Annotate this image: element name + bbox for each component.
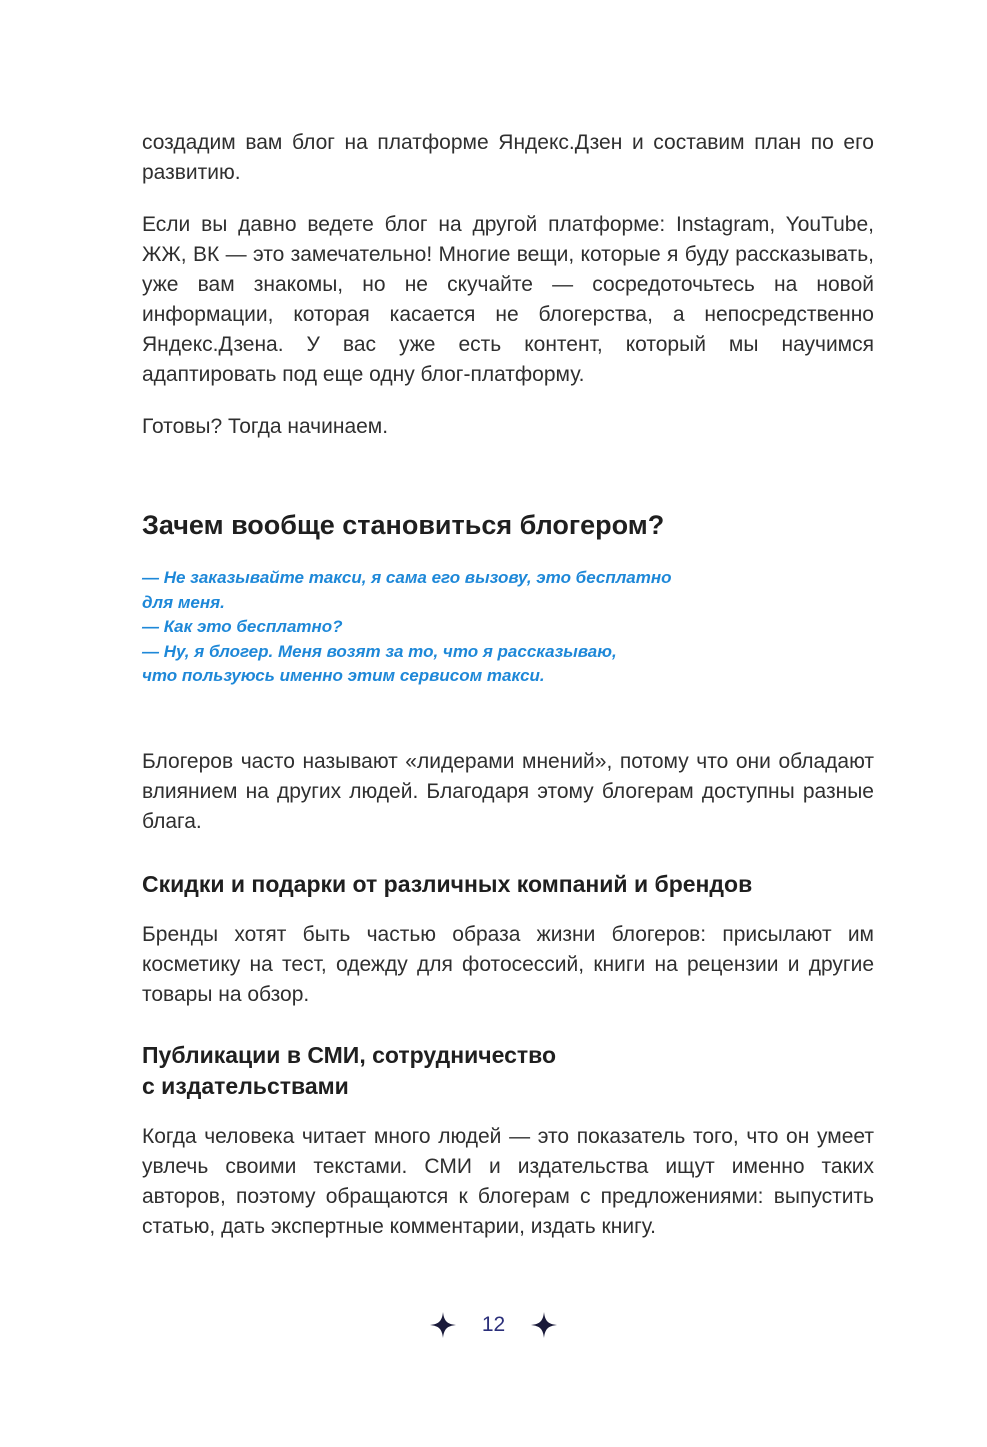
page-footer	[0, 1308, 987, 1342]
four-point-star-icon	[531, 1312, 557, 1338]
epigraph-line: — Как это бесплатно?	[142, 617, 343, 636]
paragraph-intro-continuation: создадим вам блог на платформе Яндекс.Дзен и составим план по его развитию.	[142, 131, 874, 184]
paragraph-ready: Готовы? Тогда начинаем.	[142, 415, 389, 438]
subheading-discounts-gifts: Скидки и подарки от различных компаний и брендов	[142, 870, 753, 897]
epigraph-line: — Не заказывайте такси, я сама его вызову, это бесплатно	[142, 568, 672, 587]
paragraph-other-platforms: Если вы давно ведете блог на другой платформе: Instagram, YouTube, ЖЖ, ВК — это замечательно! Многие вещи, которые я буду рассказывать, уже вам знакомы, но не скучайте — сосредоточьтесь на новой информации, которая касается не блогерства, а непосредственно Яндекс.Дзена. У вас уже есть контент, который мы научимся адаптировать под еще одну блог-платформу.	[142, 213, 874, 386]
paragraph-media: Когда человека читает много людей — это показатель того, что он умеет увлечь своими текстами. СМИ и издательства ищут именно таких авторов, поэтому обращаются к блогерам с предложениями: выпустить статью, дать экспертные комментарии, издать книгу.	[142, 1124, 874, 1238]
page-number: 12	[481, 1313, 506, 1336]
paragraph-brands: Бренды хотят быть частью образа жизни блогеров: присылают им косметику на тест, одежду для фотосессий, книги на рецензии и другие товары на обзор.	[142, 922, 874, 1006]
epigraph-line: — Ну, я блогер. Меня возят за то, что я рассказываю,	[142, 641, 617, 661]
epigraph-line: что пользуюсь именно этим сервисом такси.	[142, 666, 545, 685]
section-heading-why-blogger: Зачем вообще становиться блогером?	[142, 510, 665, 540]
paragraph-opinion-leaders: Блогеров часто называют «лидерами мнений», потому что они обладают влиянием на других людей. Благодаря этому блогерам доступны разные блага.	[142, 749, 874, 833]
epigraph-dialogue	[142, 566, 874, 689]
page-content	[142, 128, 874, 1242]
epigraph-line: для меня.	[142, 592, 225, 612]
subheading-line: с издательствами	[142, 1072, 349, 1099]
subheading-media-publishing	[142, 1040, 874, 1102]
four-point-star-icon	[430, 1312, 456, 1338]
subheading-line: Публикации в СМИ, сотрудничество	[142, 1041, 557, 1068]
